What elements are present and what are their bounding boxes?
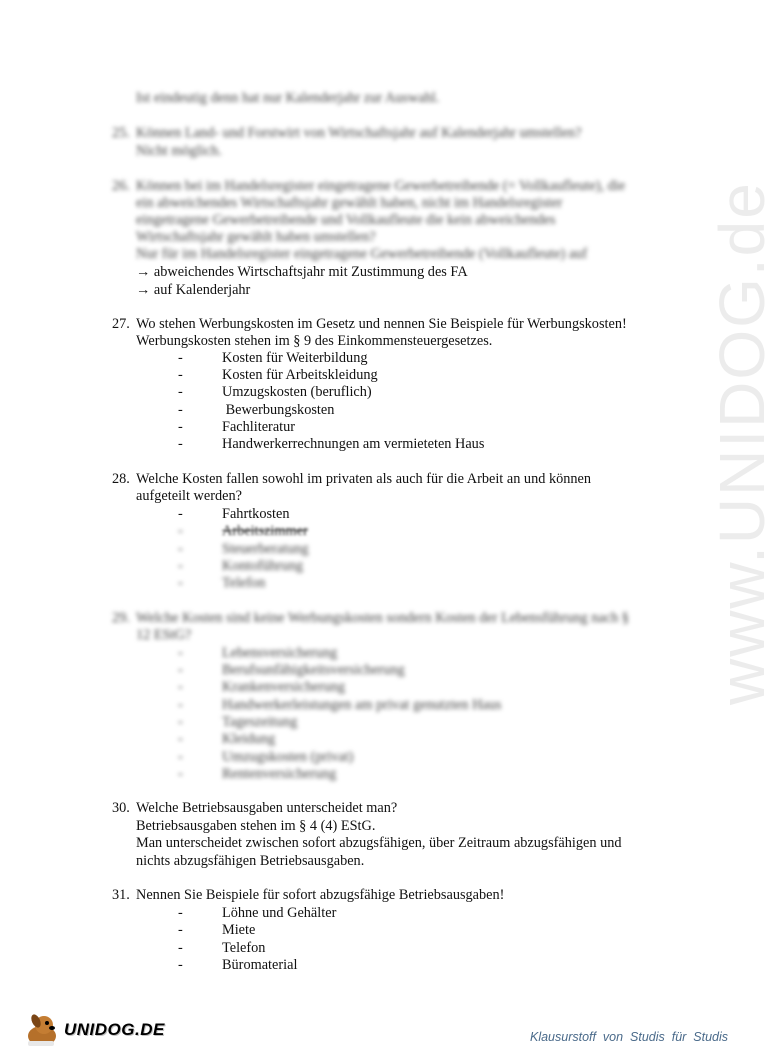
- q30-question: Welche Betriebsausgaben unterscheidet man?: [136, 800, 398, 816]
- list-dash: -: [178, 905, 183, 921]
- q28-number: 28.: [112, 471, 130, 487]
- q31-number: 31.: [112, 887, 130, 903]
- q26-number: 26.: [112, 178, 130, 194]
- q27-item: Kosten für Arbeitskleidung: [222, 367, 378, 383]
- q29-item: Lebensversicherung: [222, 645, 338, 661]
- q29-question: Welche Kosten sind keine Werbungskosten sondern Kosten der Lebensführung nach §: [136, 610, 629, 626]
- logo-text: UNIDOG.DE: [64, 1020, 165, 1039]
- q30-answer: nichts abzugsfähigen Betriebsausgaben.: [136, 853, 365, 869]
- list-dash: -: [178, 575, 183, 591]
- q26-arrow-item: [136, 264, 468, 281]
- q26-arrow-text: abweichendes Wirtschaftsjahr mit Zustimmung des FA: [153, 264, 468, 280]
- q28-question: Welche Kosten fallen sowohl im privaten als auch für die Arbeit an und können: [136, 471, 592, 487]
- intro-line: Ist eindeutig denn hat nur Kalenderjahr zur Auswahl.: [136, 90, 440, 106]
- q27-item: Handwerkerrechnungen am vermieteten Haus: [222, 436, 485, 452]
- list-dash: -: [178, 384, 183, 400]
- list-dash: -: [178, 662, 183, 678]
- q26-arrow-item: [136, 282, 250, 299]
- q28-hidden-item: Arbeitszimmer: [222, 523, 308, 539]
- q29-question: 12 EStG?: [136, 627, 192, 643]
- list-dash: -: [178, 506, 183, 522]
- q28-hidden-item: Steuerberatung: [222, 541, 309, 557]
- list-dash: -: [178, 541, 183, 557]
- q27-item: Bewerbungskosten: [222, 402, 335, 418]
- q31-question: Nennen Sie Beispiele für sofort abzugsfähige Betriebsausgaben!: [136, 887, 505, 903]
- list-dash: -: [178, 419, 183, 435]
- q28-question: aufgeteilt werden?: [136, 488, 242, 504]
- q30-answer: Betriebsausgaben stehen im § 4 (4) EStG.: [136, 818, 376, 834]
- q28-hidden-item: Kontoführung: [222, 558, 304, 574]
- dog-mascot-icon: [22, 1012, 62, 1048]
- q27-answer: Werbungskosten stehen im § 9 des Einkommensteuergesetzes.: [136, 333, 493, 349]
- q27-item: Kosten für Weiterbildung: [222, 350, 368, 366]
- q27-number: 27.: [112, 316, 130, 332]
- list-dash: -: [178, 523, 183, 539]
- q28-item: Fahrtkosten: [222, 506, 290, 522]
- q26-line: Nur für im Handelsregister eingetragene Gewerbetreibende (Vollkaufleute) auf: [136, 246, 588, 262]
- q30-number: 30.: [112, 800, 130, 816]
- watermark: www.UNIDOG.de: [706, 181, 778, 705]
- q25-question: Können Land- und Forstwirt von Wirtschaftsjahr auf Kalenderjahr umstellen?: [136, 125, 582, 141]
- q26-line: Wirtschaftsjahr gewählt haben umstellen?: [136, 229, 376, 245]
- footer-tagline: Klausurstoff von Studis für Studis: [529, 1030, 728, 1044]
- list-dash: -: [178, 749, 183, 765]
- q27-item: Fachliteratur: [222, 419, 296, 435]
- q29-item: Handwerkerleistungen am privat genutzten Haus: [222, 697, 502, 713]
- q26-arrow-text: auf Kalenderjahr: [153, 282, 251, 298]
- q26-line: ein abweichendes Wirtschaftsjahr gewählt haben, nicht im Handelsregister: [136, 195, 563, 211]
- q31-item: Büromaterial: [222, 957, 298, 973]
- list-dash: -: [178, 645, 183, 661]
- arrow-icon: →: [136, 264, 151, 280]
- q30-answer: Man unterscheidet zwischen sofort abzugsfähigen, über Zeitraum abzugsfähigen und: [136, 835, 622, 851]
- list-dash: -: [178, 731, 183, 747]
- list-dash: -: [178, 922, 183, 938]
- q29-item: Rentenversicherung: [222, 766, 337, 782]
- list-dash: -: [178, 940, 183, 956]
- list-dash: -: [178, 350, 183, 366]
- q31-item: Löhne und Gehälter: [222, 905, 337, 921]
- unidog-logo[interactable]: [22, 1012, 165, 1048]
- list-dash: -: [178, 367, 183, 383]
- q27-item: Umzugskosten (beruflich): [222, 384, 372, 400]
- list-dash: -: [178, 697, 183, 713]
- q25-answer: Nicht möglich.: [136, 143, 222, 159]
- q26-line: eingetragene Gewerbetreibende und Vollkaufleute die kein abweichendes: [136, 212, 556, 228]
- list-dash: -: [178, 766, 183, 782]
- q29-item: Kleidung: [222, 731, 276, 747]
- q29-item: Berufsunfähigkeitsversicherung: [222, 662, 405, 678]
- q29-item: Krankenversicherung: [222, 679, 346, 695]
- q29-item: Umzugskosten (privat): [222, 749, 354, 765]
- list-dash: -: [178, 402, 183, 418]
- list-dash: -: [178, 558, 183, 574]
- q29-item: Tageszeitung: [222, 714, 298, 730]
- q28-hidden-item: Telefon: [222, 575, 266, 591]
- list-dash: -: [178, 714, 183, 730]
- q29-number: 29.: [112, 610, 130, 626]
- q25-number: 25.: [112, 125, 130, 141]
- q31-item: Miete: [222, 922, 256, 938]
- list-dash: -: [178, 436, 183, 452]
- q31-item: Telefon: [222, 940, 266, 956]
- arrow-icon: →: [136, 282, 151, 298]
- q27-question: Wo stehen Werbungskosten im Gesetz und nennen Sie Beispiele für Werbungskosten!: [136, 316, 627, 332]
- list-dash: -: [178, 679, 183, 695]
- q26-line: Können bei im Handelsregister eingetragene Gewerbetreibende (= Vollkaufleute), die: [136, 178, 626, 194]
- list-dash: -: [178, 957, 183, 973]
